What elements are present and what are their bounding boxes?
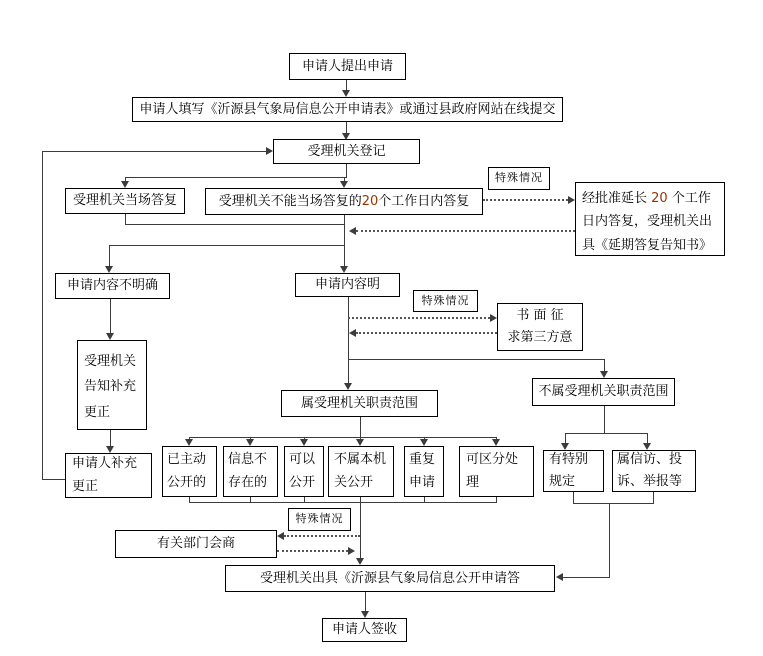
flow-dotted-line xyxy=(284,535,360,537)
flow-line xyxy=(125,177,347,178)
node-not-this-org: 不属本机关公开 xyxy=(328,446,394,497)
flow-line xyxy=(348,359,604,360)
node-onsite-reply: 受理机关当场答复 xyxy=(65,188,185,214)
arrowhead-down xyxy=(106,446,114,453)
arrowhead-right xyxy=(490,314,497,322)
arrowhead-down xyxy=(106,333,114,340)
arrowhead-down xyxy=(340,266,348,273)
node-petition: 属信访、投诉、举报等 xyxy=(612,450,696,492)
flow-line xyxy=(344,246,345,267)
node-info-not-exist: 信息不存在的 xyxy=(223,446,278,497)
flow-line xyxy=(189,502,497,503)
flow-line xyxy=(365,592,366,611)
arrowhead-left xyxy=(277,532,284,540)
not-onsite-number: 20 xyxy=(361,193,379,209)
arrowhead-left xyxy=(349,329,356,337)
arrowhead-right xyxy=(266,147,273,155)
extend-number: 20 xyxy=(651,191,668,206)
arrowhead-right xyxy=(348,547,355,555)
flow-line xyxy=(565,433,648,434)
flow-line xyxy=(573,503,654,504)
node-not-onsite-reply xyxy=(205,188,483,215)
node-out-of-scope: 不属受理机关职责范围 xyxy=(532,378,675,406)
flow-line xyxy=(348,297,349,384)
node-issue-reply: 受理机关出具《沂源县气象局信息公开申请答 xyxy=(225,565,555,592)
arrowhead-down xyxy=(344,383,352,390)
arrowhead-down xyxy=(492,439,500,446)
node-content-clear: 申请内容明 xyxy=(295,273,400,297)
node-content-unclear: 申请内容不明确 xyxy=(55,273,170,299)
node-applicant-supplement: 申请人补充更正 xyxy=(65,453,152,498)
flow-line xyxy=(604,406,605,434)
node-apply: 申请人提出申请 xyxy=(289,53,406,80)
flow-line xyxy=(344,215,345,246)
arrowhead-left xyxy=(556,573,563,581)
third-party-line1: 书 面 征 xyxy=(516,307,564,323)
arrowhead-down xyxy=(420,439,428,446)
flow-line xyxy=(565,434,566,443)
flow-line xyxy=(360,417,361,438)
flow-line xyxy=(42,479,65,480)
arrowhead-down xyxy=(356,439,364,446)
node-special-rule: 有特别规定 xyxy=(543,450,604,492)
flow-line xyxy=(346,80,347,90)
flow-dotted-line xyxy=(483,199,568,201)
extend-pre: 经批准延长 xyxy=(582,191,652,206)
arrowhead-down xyxy=(340,181,348,188)
flow-line xyxy=(42,151,267,152)
arrowhead-down xyxy=(356,558,364,565)
arrowhead-down xyxy=(600,371,608,378)
label-special-case-2: 特殊情况 xyxy=(413,290,478,312)
flow-line xyxy=(110,430,111,447)
flow-line xyxy=(189,437,497,438)
arrowhead-left xyxy=(349,227,356,235)
flow-line xyxy=(360,497,361,558)
arrowhead-down xyxy=(361,611,369,618)
node-third-party xyxy=(497,303,583,351)
flow-line xyxy=(346,164,347,178)
arrowhead-down xyxy=(246,439,254,446)
node-already-public: 已主动公开的 xyxy=(162,446,217,497)
third-party-line2: 求第三方意 xyxy=(507,330,573,345)
flow-line xyxy=(42,151,43,480)
label-special-case-1: 特殊情况 xyxy=(488,167,550,190)
arrowhead-down xyxy=(105,266,113,273)
arrowhead-down xyxy=(342,90,350,97)
flow-dotted-line xyxy=(356,332,497,334)
node-extend-reply xyxy=(575,182,725,256)
flow-line xyxy=(109,245,345,246)
arrowhead-down xyxy=(185,439,193,446)
flow-line xyxy=(647,434,648,443)
node-register: 受理机关登记 xyxy=(273,139,420,164)
flow-line xyxy=(125,224,345,225)
flow-line xyxy=(609,504,610,578)
extend-post: 个工作日内答复，受理机关出具《延期答复告知书》 xyxy=(582,191,713,253)
flow-line xyxy=(563,577,610,578)
node-in-scope: 属受理机关职责范围 xyxy=(281,390,438,417)
node-fill-form: 申请人填写《沂源县气象局信息公开申请表》或通过县政府网站在线提交 xyxy=(132,97,563,122)
flow-line xyxy=(109,246,110,267)
not-onsite-text: 受理机关不能当场答复的 xyxy=(218,193,362,209)
flow-dotted-line xyxy=(277,550,348,552)
flow-dotted-line xyxy=(348,317,490,319)
node-notify-supplement: 受理机关告知补充更正 xyxy=(77,340,147,430)
node-can-public: 可以公开 xyxy=(284,446,324,497)
arrowhead-right xyxy=(568,196,575,204)
extend-text xyxy=(582,187,718,257)
node-dept-consult: 有关部门会商 xyxy=(115,530,277,558)
label-special-case-3: 特殊情况 xyxy=(288,508,351,531)
node-sign-receipt: 申请人签收 xyxy=(322,618,407,642)
arrowhead-down xyxy=(121,181,129,188)
node-repeat-apply: 重复申请 xyxy=(404,446,444,497)
flow-dotted-line xyxy=(356,230,575,232)
node-separable: 可区分处理 xyxy=(459,446,534,497)
flow-line xyxy=(346,122,347,133)
arrowhead-down xyxy=(300,439,308,446)
not-onsite-text-2: 个工作日内答复 xyxy=(378,193,470,209)
flow-line xyxy=(110,299,111,334)
